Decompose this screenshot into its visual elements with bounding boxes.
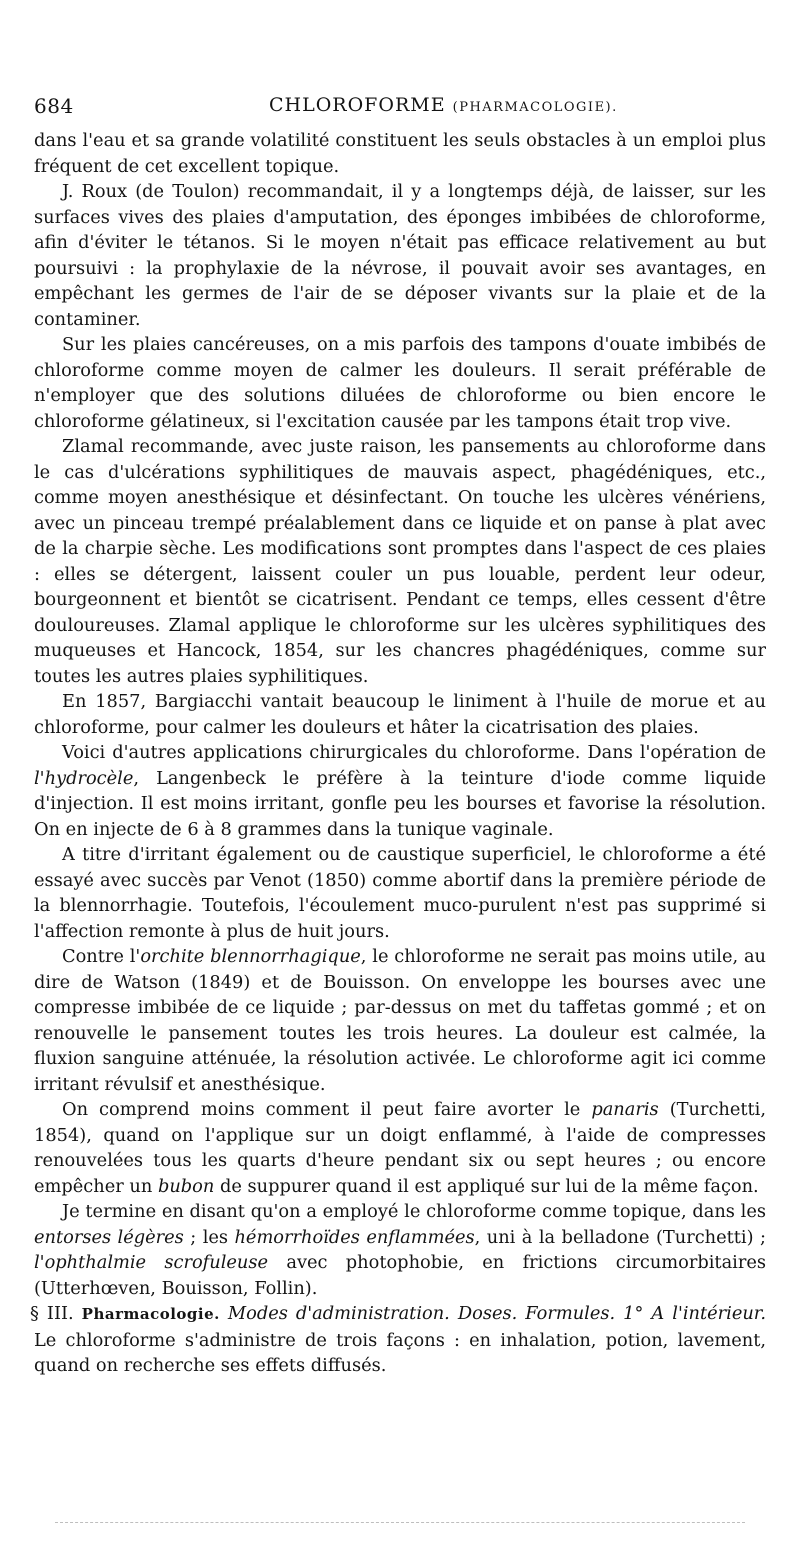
text-run: Contre l' [62,946,141,967]
italic-term: entorses légères [34,1226,184,1248]
text-run: (Turchetti, 1854), quand on l'applique sur un doigt enflammé, à l'aide de compresses renouvelées tous les quarts d'heure pendant six ou sept heures ; ou encore empêcher un [34,1099,767,1197]
italic-term: panaris [591,1099,659,1120]
paragraph [34,944,766,1097]
text-run: A titre d'irritant également ou de caustique superficiel, le chloroforme a été essayé avec succès par Venot (1850) comme abortif dans la première période de la blennorrhagie. Toutefois, l'écoulement muco-purulent n'est pas supprimé si l'affection remonte à plus de huit jours. [34,844,766,942]
text-run: ; les [183,1226,235,1248]
italic-term: hémorrhoïdes enflammées [234,1226,475,1248]
text-run: de suppurer quand il est appliqué sur lui de la même façon. [214,1175,759,1197]
text-run: Le chloroforme s'administre de trois façons : en inhalation, potion, lavement, quand on recherche ses effets diffusés. [34,1329,766,1376]
paragraph [34,740,766,842]
page-number: 684 [34,94,74,118]
text-run: J. Roux (de Toulon) recommandait, il y a longtemps déjà, de laisser, sur les surfaces vives des plaies d'amputation, des éponges imbibées de chloroforme, afin d'éviter le tétanos. Si le moyen n'était pas efficace relativement au but poursuivi : la prophylaxie de la névrose, il pouvait avoir ses avantages, en empêchant les germes de l'air de se déposer vivants sur la plaie et de la contaminer. [34,181,766,330]
italic-term: l'hydrocèle [34,767,134,789]
italic-term: l'ophthalmie scrofuleuse [34,1252,269,1273]
running-header [34,92,766,122]
running-title-subtitle: (PHARMACOLOGIE). [452,100,618,115]
text-run: , le chloroforme ne serait pas moins utile, au dire de Watson (1849) et de Bouisson. On enveloppe les bourses avec une compresse imbibée de ce liquide ; par-dessus on met du taffetas gommé ; et on renouvelle le pansement toutes les trois heures. La douleur est calmée, la fluxion sanguine atténuée, la résolution activée. Le chloroforme agit ici comme irritant révulsif et anesthésique. [34,946,766,1095]
text-run: , Langenbeck le préfère à la teinture d'iode comme liquide d'injection. Il est moins irritant, gonfle peu les bourses et favorise la résolution. On en injecte de 6 à 8 grammes dans la tunique vaginale. [34,767,766,840]
paragraph [34,842,766,944]
paragraph [34,1097,766,1199]
section-title: Pharmacologie. [81,1305,220,1323]
running-title-main: CHLOROFORME [269,94,446,116]
italic-term: Modes d'administration. Doses. Formules. 1° A l'intérieur. [227,1303,766,1324]
footer-rule [55,1522,745,1523]
paragraph [34,332,766,434]
running-title [269,94,618,116]
text-run: En 1857, Bargiacchi vantait beaucoup le liniment à l'huile de morue et au chloroforme, pour calmer les douleurs et hâter la cicatrisation des plaies. [34,691,766,738]
paragraph [34,179,766,332]
text-run: Voici d'autres applications chirurgicales du chloroforme. Dans l'opération de [62,742,766,763]
text-run: On comprend moins comment il peut faire avorter le [62,1099,592,1120]
text-run [220,1303,228,1324]
paragraph [34,434,766,689]
text-run: Zlamal recommande, avec juste raison, les pansements au chloroforme dans le cas d'ulcérations syphilitiques de mauvais aspect, phagédéniques, etc., comme moyen anesthésique et désinfectant. On touche les ulcères vénériens, avec un pinceau trempé préalablement dans ce liquide et on panse à plat avec de la charpie sèche. Les modifications sont promptes dans l'aspect de ces plaies : elles se détergent, laissent couler un pus louable, perdent leur odeur, bourgeonnent et bientôt se cicatrisent. Pendant ce temps, elles cessent d'être douloureuses. Zlamal applique le chloroforme sur les ulcères syphilitiques des muqueuses et Hancock, 1854, sur les chancres phagédéniques, comme sur toutes les autres plaies syphilitiques. [34,436,766,687]
text-run: avec photophobie, en frictions circumorbitaires (Utterhœven, Bouisson, Follin). [34,1252,767,1299]
text-run: , uni à la belladone (Turchetti) ; [474,1226,766,1248]
italic-term: bubon [157,1175,215,1197]
paragraph [34,1199,766,1301]
body-text [30,128,767,1379]
paragraph [34,128,766,179]
italic-term: orchite blennorrhagique [140,946,361,967]
text-run: Je termine en disant qu'on a employé le chloroforme comme topique, dans les [62,1201,766,1222]
paragraph [30,1301,766,1379]
paragraph [34,689,766,740]
text-run: dans l'eau et sa grande volatilité constituent les seuls obstacles à un emploi plus fréquent de cet excellent topique. [34,130,766,177]
text-run: Sur les plaies cancéreuses, on a mis parfois des tampons d'ouate imbibés de chloroforme comme moyen de calmer les douleurs. Il serait préférable de n'employer que des solutions diluées de chloroforme ou bien encore le chloroforme gélatineux, si l'excitation causée par les tampons était trop vive. [34,334,766,432]
section-number: § III. [30,1303,82,1324]
